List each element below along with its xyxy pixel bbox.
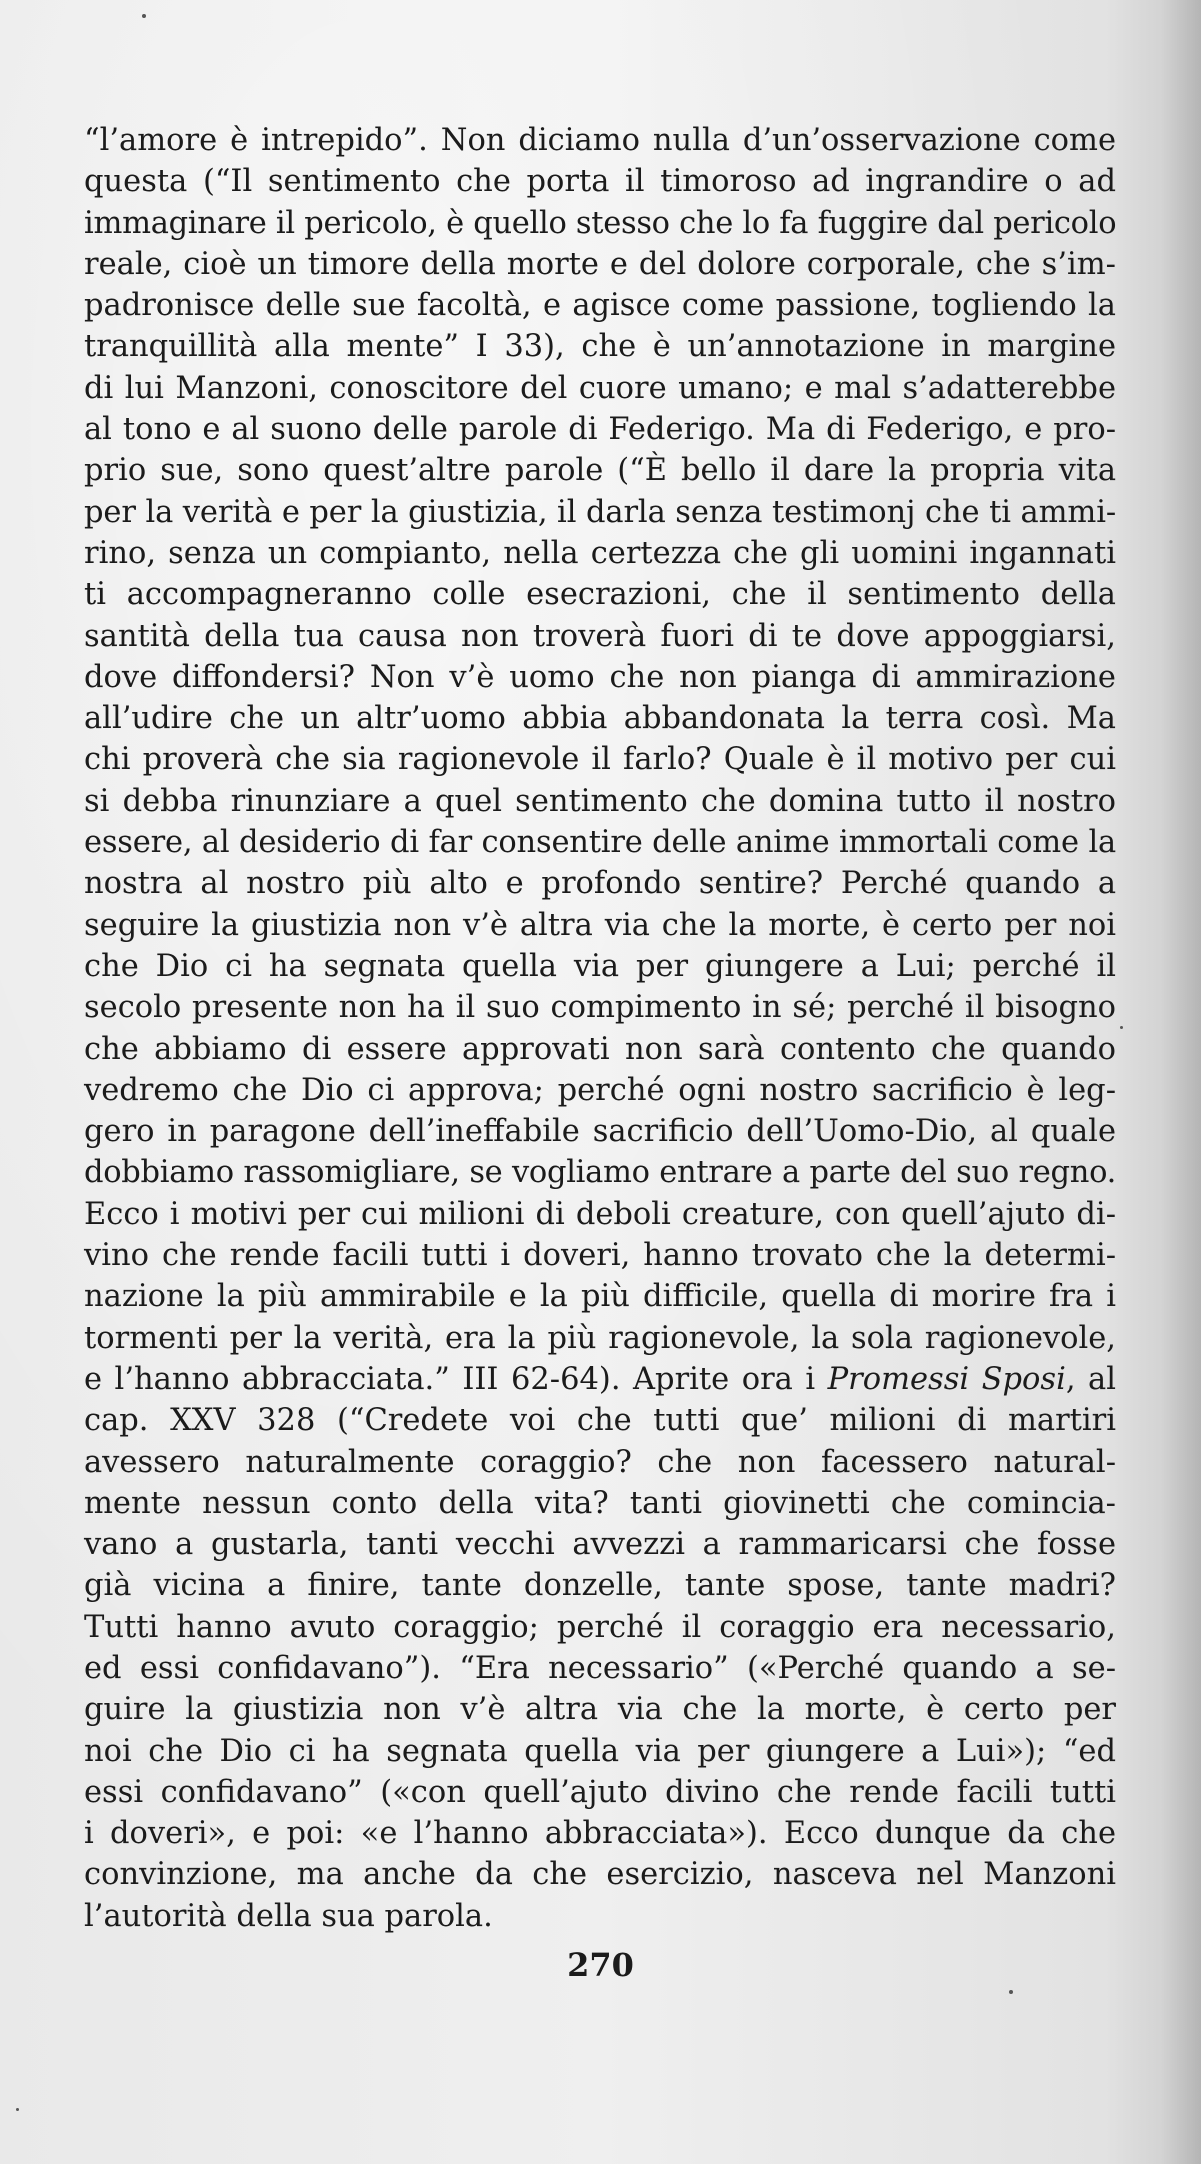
text-line: gero in paragone dell’ineffabile sacrificio dell’Uomo-Dio, al quale [84,1114,1116,1150]
text-line: vino che rende facili tutti i doveri, hanno trovato che la determi- [84,1238,1116,1274]
text-line: immaginare il pericolo, è quello stesso che lo fa fuggire dal pericolo [84,205,1117,241]
text-line: vedremo che Dio ci approva; perché ogni nostro sacrificio è leg- [84,1072,1116,1108]
text-line: “l’amore è intrepido”. Non diciamo nulla d’un’osservazione come [84,123,1116,158]
text-line: all’udire che un altr’uomo abbia abbandonata la terra così. Ma [84,701,1116,737]
text-segment: e l’hanno abbracciata.” III 62-64). Aprite ora i [84,1361,828,1397]
text-line: cap. XXV 328 (“Credete voi che tutti que’ milioni di martiri [84,1403,1116,1439]
text-line: nostra al nostro più alto e profondo sentire? Perché quando a [84,866,1116,902]
text-line: padronisce delle sue facoltà, e agisce come passione, togliendo la [84,288,1116,324]
text-line: guire la giustizia non v’è altra via che la morte, è certo per [84,1692,1116,1728]
dust-speck [1009,1990,1013,1994]
text-line: secolo presente non ha il suo compimento in sé; perché il bisogno [84,990,1116,1026]
text-line: essere, al desiderio di far consentire delle anime immortali come la [84,825,1116,861]
text-line: chi proverà che sia ragionevole il farlo? Quale è il motivo per cui [84,742,1116,778]
dust-speck [16,2108,19,2111]
text-line: reale, cioè un timore della morte e del dolore corporale, che s’im- [84,246,1116,282]
text-line: santità della tua causa non troverà fuori di te dove appoggiarsi, [84,618,1116,654]
text-line: seguire la giustizia non v’è altra via che la morte, è certo per noi [84,907,1116,943]
text-line: nazione la più ammirabile e la più difficile, quella di morire fra i [84,1279,1116,1315]
text-line: vano a gustarla, tanti vecchi avvezzi a rammaricarsi che fosse [84,1527,1116,1563]
text-line: essi confidavano” («con quell’ajuto divino che rende facili tutti [84,1774,1116,1810]
text-line: tranquillità alla mente” I 33), che è un’annotazione in margine [84,329,1116,365]
text-line: dove diffondersi? Non v’è uomo che non pianga di ammirazione [84,659,1116,695]
dust-speck [142,14,146,18]
text-line: Ecco i motivi per cui milioni di deboli creature, con quell’ajuto di- [84,1196,1116,1232]
text-line: che abbiamo di essere approvati non sarà contento che quando [84,1031,1116,1067]
text-line: noi che Dio ci ha segnata quella via per giungere a Lui»); “ed [84,1733,1116,1769]
text-line: Tutti hanno avuto coraggio; perché il coraggio era necessario, [84,1609,1116,1645]
body-text [84,120,1116,1937]
text-line: convinzione, ma anche da che esercizio, nasceva nel Manzoni [84,1857,1116,1893]
text-line: tormenti per la verità, era la più ragionevole, la sola ragionevole, [84,1320,1116,1356]
text-line: questa (“Il sentimento che porta il timoroso ad ingrandire o ad [84,164,1116,200]
dust-speck [1120,1026,1123,1029]
text-line: rino, senza un compianto, nella certezza che gli uomini ingannati [84,535,1116,571]
text-line: l’autorità della sua parola. [84,1898,493,1934]
text-line: prio sue, sono quest’altre parole (“È bello il dare la propria vita [84,453,1116,489]
page-gutter-shadow [1161,0,1201,2164]
text-line: ed essi confidavano”). “Era necessario” («Perché quando a se- [84,1650,1116,1686]
text-line: mente nessun conto della vita? tanti giovinetti che comincia- [84,1485,1116,1521]
text-line: avessero naturalmente coraggio? che non facessero natural- [84,1444,1116,1480]
text-segment: , al [1065,1361,1116,1397]
book-title-italic: Promessi Sposi [827,1361,1066,1397]
text-line: che Dio ci ha segnata quella via per giungere a Lui; perché il [84,948,1116,984]
text-line [84,1359,1116,1400]
text-line: per la verità e per la giustizia, il darla senza testimonj che ti ammi- [84,494,1117,530]
text-line: i doveri», e poi: «e l’hanno abbracciata»). Ecco dunque da che [84,1816,1116,1852]
text-line: dobbiamo rassomigliare, se vogliamo entrare a parte del suo regno. [84,1155,1116,1191]
text-line: si debba rinunziare a quel sentimento che domina tutto il nostro [84,783,1116,819]
text-line: ti accompagneranno colle esecrazioni, che il sentimento della [84,577,1116,613]
page-number: 270 [567,1946,634,1984]
text-line: di lui Manzoni, conoscitore del cuore umano; e mal s’adatterebbe [84,370,1116,406]
text-line: al tono e al suono delle parole di Federigo. Ma di Federigo, e pro- [84,412,1116,448]
text-line: già vicina a finire, tante donzelle, tante spose, tante madri? [84,1568,1116,1604]
